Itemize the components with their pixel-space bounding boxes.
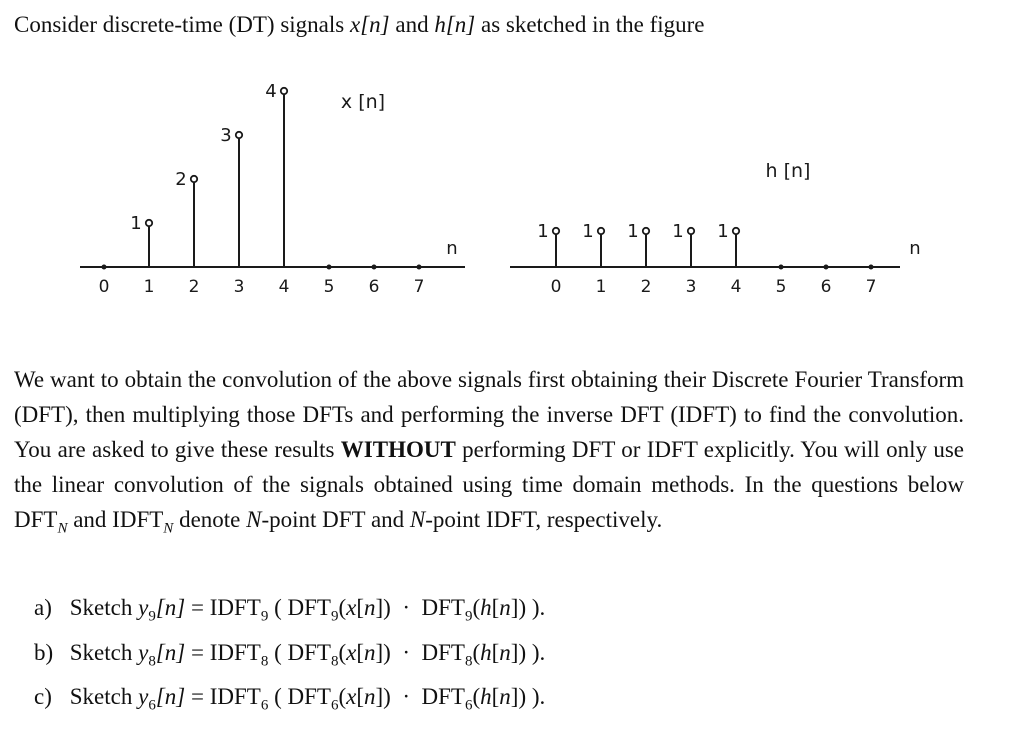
signal-label: x [n]: [340, 91, 386, 113]
question-n-dft-x: 6: [330, 697, 339, 714]
value-label: 1: [130, 213, 142, 234]
problem-paragraph: [14, 362, 964, 547]
para-text-2: performing DFT or IDFT explicitly. You will only use the linear convolution of the signals obtained using time domain methods. In the questions below DFT: [14, 437, 964, 532]
question-a: a) Sketch $y_9[n]$ = $IDFT_9$ ( $DFT_9(x[n]) \cdot DFT_9(h[n])$ ).: [34, 590, 545, 635]
question-list: [34, 590, 545, 724]
question-y: y: [138, 684, 149, 709]
para-text-1: We want to obtain the convolution of the above signals first obtaining their Discrete Fourier Transform (DFT), then multiplying those DFTs and performing the inverse DFT (IDFT) to find the convolution. You are asked to give these results: [14, 367, 964, 462]
question-n-idft: 9: [260, 608, 269, 625]
stem-marker: [236, 132, 242, 138]
intro-sentence: [14, 10, 705, 40]
value-label: 3: [220, 125, 232, 146]
tick-label: 2: [188, 277, 200, 297]
tick-label: 7: [865, 277, 877, 297]
stem-marker: [688, 228, 694, 234]
stem-marker: [733, 228, 739, 234]
tick-label: 3: [685, 277, 697, 297]
question-n-dft-h: 9: [464, 608, 473, 625]
tick-label: 0: [98, 277, 110, 297]
stem-marker: [146, 220, 152, 226]
para-n-1: N: [246, 507, 262, 532]
tick-label: 1: [595, 277, 607, 297]
question-y: y: [138, 639, 149, 665]
zero-point: [779, 265, 784, 270]
axis-variable: n: [446, 238, 458, 259]
question-y: y: [138, 595, 149, 620]
question-label: a): [34, 595, 52, 620]
question-n: 6: [148, 697, 156, 714]
question-c: c) Sketch $y_6[n]$ = $IDFT_6$ ( $DFT_6(x[n]) \cdot DFT_6(h[n])$ ).: [34, 679, 545, 724]
tick-label: 4: [730, 277, 742, 297]
tick-label: 4: [278, 277, 290, 297]
value-label: 1: [582, 221, 594, 242]
question-n-dft-h: 6: [464, 697, 473, 714]
question-n-dft-x: 9: [330, 608, 339, 625]
intro-text-and: and: [389, 12, 435, 37]
question-n-idft: 8: [260, 653, 269, 670]
para-n-2: N: [409, 507, 426, 532]
zero-point: [869, 265, 874, 270]
para-text-6: -point IDFT, respectively.: [425, 507, 663, 532]
x-stem-plot: [80, 81, 465, 297]
value-label: 1: [627, 221, 639, 242]
question-n: 9: [148, 608, 156, 625]
zero-point: [102, 265, 107, 270]
signal-sketch: [0, 60, 1033, 320]
tick-label: 2: [640, 277, 652, 297]
signal-h: h[n]: [434, 12, 476, 37]
tick-label: 0: [550, 277, 562, 297]
intro-text-a: Consider discrete-time (DT) signals: [14, 12, 350, 37]
para-bold: WITHOUT: [340, 437, 456, 462]
stem-marker: [643, 228, 649, 234]
tick-label: 6: [820, 277, 832, 297]
tick-label: 7: [413, 277, 425, 297]
stem-marker: [598, 228, 604, 234]
zero-point: [327, 265, 332, 270]
question-label: c): [34, 684, 52, 709]
intro-text-b: as sketched in the figure: [475, 12, 705, 37]
question-n-idft: 6: [260, 697, 269, 714]
zero-point: [372, 265, 377, 270]
value-label: 4: [265, 81, 277, 102]
question-label: b): [34, 639, 54, 665]
signal-label: h [n]: [765, 160, 811, 182]
para-sub-2: N: [163, 520, 174, 537]
question-verb: Sketch: [69, 639, 133, 665]
para-sub-1: N: [57, 520, 68, 537]
tick-label: 3: [233, 277, 245, 297]
zero-point: [417, 265, 422, 270]
tick-label: 1: [143, 277, 155, 297]
value-label: 2: [175, 169, 187, 190]
question-verb: Sketch: [69, 684, 133, 709]
stem-marker: [191, 176, 197, 182]
question-n-dft-x: 8: [330, 653, 339, 670]
tick-label: 6: [368, 277, 380, 297]
question-n: 8: [148, 653, 156, 670]
value-label: 1: [672, 221, 684, 242]
para-text-3: and IDFT: [67, 507, 164, 532]
tick-label: 5: [775, 277, 787, 297]
stem-marker: [281, 88, 287, 94]
stem-marker: [553, 228, 559, 234]
value-label: 1: [717, 221, 729, 242]
axis-variable: n: [909, 238, 921, 259]
h-stem-plot: [510, 160, 921, 297]
zero-point: [824, 265, 829, 270]
signal-x: x[n]: [349, 12, 390, 37]
question-verb: Sketch: [69, 595, 133, 620]
para-text-5: -point DFT and: [261, 507, 410, 532]
tick-label: 5: [323, 277, 335, 297]
value-label: 1: [537, 221, 549, 242]
question-n-dft-h: 8: [464, 653, 473, 670]
question-b: b) Sketch $y_8[n]$ = $IDFT_8$ ( $DFT_8(x[n]) \cdot DFT_8(h[n])$ ).: [34, 635, 545, 680]
para-text-4: denote: [173, 507, 247, 532]
